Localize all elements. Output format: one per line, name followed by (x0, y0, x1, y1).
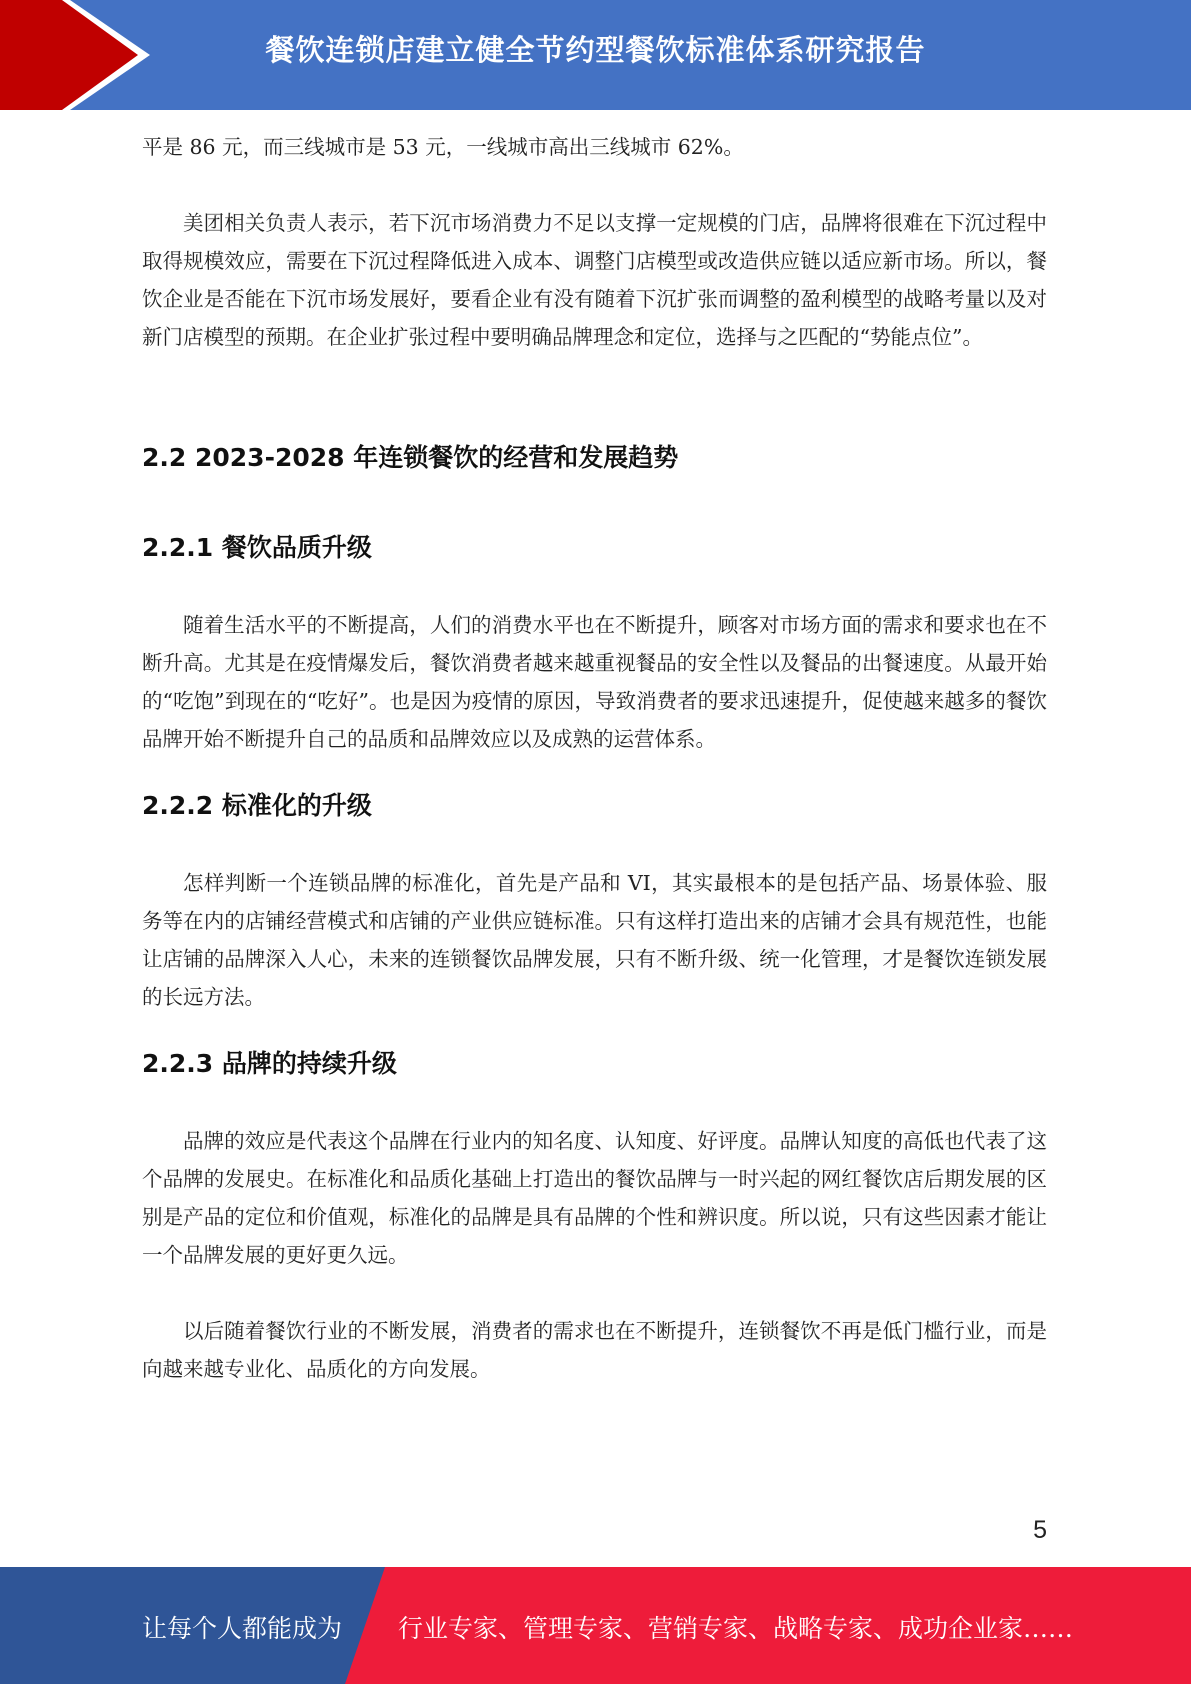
paragraph-meituan: 美团相关负责人表示，若下沉市场消费力不足以支撑一定规模的门店，品牌将很难在下沉过程中取得规模效应，需要在下沉过程降低进入成本、调整门店模型或改造供应链以适应新市场。所以，餐饮企业是否能在下沉市场发展好，要看企业有没有随着下沉扩张而调整的盈利模型的战略考量以及对新门店模型的预期。在企业扩张过程中要明确品牌理念和定位，选择与之匹配的“势能点位”。 (142, 211, 1047, 349)
section-heading-2-2-3: 2.2.3 品牌的持续升级 (142, 1049, 397, 1078)
paragraph-2-2-2: 怎样判断一个连锁品牌的标准化，首先是产品和 VI，其实最根本的是包括产品、场景体验、服务等在内的店铺经营模式和店铺的产业供应链标准。只有这样打造出来的店铺才会具有规范性，也能让店铺的品牌深入人心，未来的连锁餐饮品牌发展，只有不断升级、统一化管理，才是餐饮连锁发展的长远方法。 (142, 871, 1047, 1009)
section-heading-2-2: 2.2 2023-2028 年连锁餐饮的经营和发展趋势 (142, 443, 679, 472)
section-heading-2-2-2: 2.2.2 标准化的升级 (142, 791, 372, 820)
page-header (0, 0, 1191, 110)
paragraph-2-2-3-b: 以后随着餐饮行业的不断发展，消费者的需求也在不断提升，连锁餐饮不再是低门槛行业，而是向越来越专业化、品质化的方向发展。 (142, 1319, 1047, 1381)
paragraph-2-2-3-a: 品牌的效应是代表这个品牌在行业内的知名度、认知度、好评度。品牌认知度的高低也代表了这个品牌的发展史。在标准化和品质化基础上打造出的餐饮品牌与一时兴起的网红餐饮店后期发展的区别是产品的定位和价值观，标准化的品牌是具有品牌的个性和辨识度。所以说，只有这些因素才能让一个品牌发展的更好更久远。 (142, 1129, 1047, 1267)
paragraph-2-2-1: 随着生活水平的不断提高，人们的消费水平也在不断提升，顾客对市场方面的需求和要求也在不断升高。尤其是在疫情爆发后，餐饮消费者越来越重视餐品的安全性以及餐品的出餐速度。从最开始的“吃饱”到现在的“吃好”。也是因为疫情的原因，导致消费者的要求迅速提升，促使越来越多的餐饮品牌开始不断提升自己的品质和品牌效应以及成熟的运营体系。 (142, 613, 1047, 751)
page-number: 5 (1033, 1516, 1047, 1544)
document-body (142, 128, 1047, 1388)
page-footer (0, 1567, 1191, 1684)
footer-slogan-left: 让每个人都能成为 (142, 1614, 343, 1643)
paragraph-intro: 平是 86 元，而三线城市是 53 元，一线城市高出三线城市 62%。 (142, 135, 744, 159)
section-heading-2-2-1: 2.2.1 餐饮品质升级 (142, 533, 372, 562)
footer-slogan-right: 行业专家、管理专家、营销专家、战略专家、成功企业家…… (398, 1614, 1074, 1643)
document-title: 餐饮连锁店建立健全节约型餐饮标准体系研究报告 (265, 33, 926, 67)
